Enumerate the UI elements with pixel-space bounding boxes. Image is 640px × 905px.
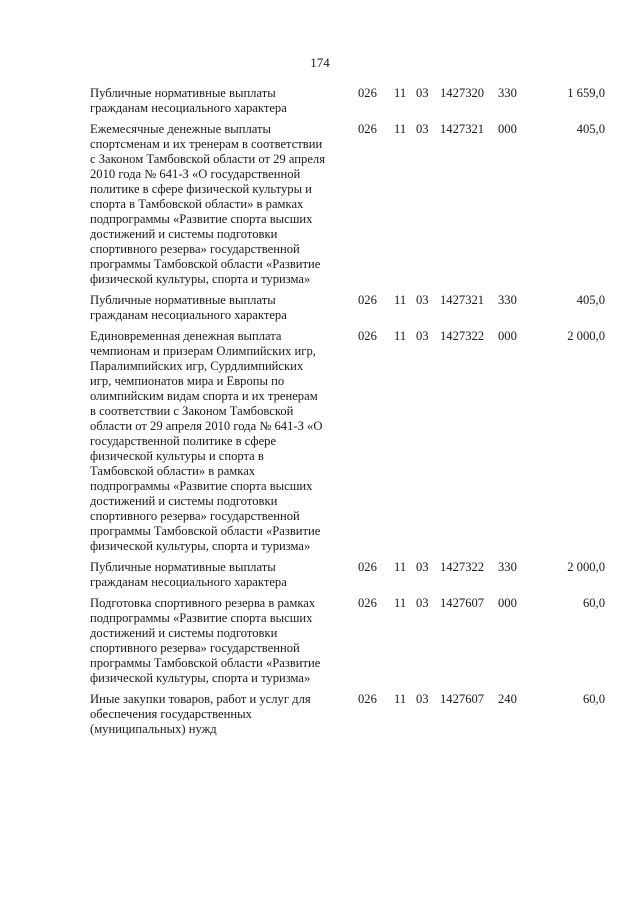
description-line: гражданам несоциального характера <box>90 575 287 589</box>
subsection-code: 03 <box>416 293 429 307</box>
target-article-code: 1427322 <box>440 560 485 574</box>
subsection-code: 03 <box>416 122 429 136</box>
description-line: подпрограммы «Развитие спорта высших <box>90 611 313 625</box>
amount-value: 2 000,0 <box>567 560 605 574</box>
ministry-code: 026 <box>358 293 377 307</box>
table-row <box>90 692 605 737</box>
description-line: Публичные нормативные выплаты <box>90 560 276 574</box>
row-description <box>90 596 358 686</box>
ministry-code: 026 <box>358 596 377 610</box>
ministry-code: 026 <box>358 86 377 100</box>
ministry-code: 026 <box>358 692 377 706</box>
description-line: Тамбовской области» в рамках <box>90 464 256 478</box>
amount-value: 2 000,0 <box>567 329 605 343</box>
description-line: физической культуры и спорта в <box>90 449 264 463</box>
ministry-code: 026 <box>358 329 377 343</box>
target-article-code: 1427320 <box>440 86 485 100</box>
target-article-code: 1427322 <box>440 329 485 343</box>
description-line: (муниципальных) нужд <box>90 722 217 736</box>
table-row <box>90 86 605 116</box>
subsection-code: 03 <box>416 560 429 574</box>
description-line: спортивного резерва» государственной <box>90 242 300 256</box>
row-description <box>90 293 358 323</box>
amount-value: 60,0 <box>582 596 605 610</box>
table-row <box>90 560 605 590</box>
description-line: Паралимпийских игр, Сурдлимпийских <box>90 359 304 373</box>
table-row <box>90 329 605 554</box>
description-line: Ежемесячные денежные выплаты <box>90 122 271 136</box>
description-line: программы Тамбовской области «Развитие <box>90 257 321 271</box>
subsection-code: 03 <box>416 329 429 343</box>
description-line: политике в сфере физической культуры и <box>90 182 312 196</box>
description-line: Публичные нормативные выплаты <box>90 293 276 307</box>
row-description <box>90 122 358 287</box>
description-line: достижений и системы подготовки <box>90 227 278 241</box>
expense-type-code: 330 <box>498 560 517 574</box>
description-line: области от 29 апреля 2010 года № 641-З «О <box>90 419 323 433</box>
description-line: олимпийским видам спорта и их тренерам <box>90 389 318 403</box>
expense-type-code: 000 <box>498 329 517 343</box>
row-description <box>90 329 358 554</box>
subsection-code: 03 <box>416 86 429 100</box>
description-line: игр, чемпионатов мира и Европы по <box>90 374 285 388</box>
description-line: гражданам несоциального характера <box>90 308 287 322</box>
page-number: 174 <box>310 55 330 70</box>
description-line: спортивного резерва» государственной <box>90 509 300 523</box>
description-line: обеспечения государственных <box>90 707 252 721</box>
description-line: спорта в Тамбовской области» в рамках <box>90 197 304 211</box>
row-description <box>90 86 358 116</box>
description-line: подпрограммы «Развитие спорта высших <box>90 212 313 226</box>
section-code: 11 <box>394 692 407 706</box>
expense-type-code: 000 <box>498 596 517 610</box>
expense-type-code: 330 <box>498 293 517 307</box>
description-line: подпрограммы «Развитие спорта высших <box>90 479 313 493</box>
description-line: достижений и системы подготовки <box>90 494 278 508</box>
section-code: 11 <box>394 560 407 574</box>
amount-value: 1 659,0 <box>567 86 605 100</box>
section-code: 11 <box>394 596 407 610</box>
description-line: государственной политике в сфере <box>90 434 277 448</box>
ministry-code: 026 <box>358 560 377 574</box>
description-line: физической культуры, спорта и туризма» <box>90 671 311 685</box>
description-line: в соответствии с Законом Тамбовской <box>90 404 294 418</box>
expense-type-code: 240 <box>498 692 517 706</box>
description-line: чемпионам и призерам Олимпийских игр, <box>90 344 316 358</box>
description-line: Иные закупки товаров, работ и услуг для <box>90 692 311 706</box>
description-line: Публичные нормативные выплаты <box>90 86 276 100</box>
amount-value: 60,0 <box>582 692 605 706</box>
section-code: 11 <box>394 293 407 307</box>
section-code: 11 <box>394 329 407 343</box>
row-description <box>90 692 358 737</box>
description-line: физической культуры, спорта и туризма» <box>90 272 311 286</box>
ministry-code: 026 <box>358 122 377 136</box>
target-article-code: 1427607 <box>440 692 485 706</box>
description-line: спортсменам и их тренерам в соответствии <box>90 137 323 151</box>
description-line: программы Тамбовской области «Развитие <box>90 524 321 538</box>
section-code: 11 <box>394 86 407 100</box>
description-line: спортивного резерва» государственной <box>90 641 300 655</box>
description-line: Подготовка спортивного резерва в рамках <box>90 596 316 610</box>
description-line: с Законом Тамбовской области от 29 апреля <box>90 152 325 166</box>
table-row <box>90 122 605 287</box>
description-line: Единовременная денежная выплата <box>90 329 282 343</box>
subsection-code: 03 <box>416 596 429 610</box>
budget-table <box>90 86 605 743</box>
amount-value: 405,0 <box>576 293 605 307</box>
description-line: программы Тамбовской области «Развитие <box>90 656 321 670</box>
row-description <box>90 560 358 590</box>
description-line: физической культуры, спорта и туризма» <box>90 539 311 553</box>
description-line: 2010 года № 641-З «О государственной <box>90 167 301 181</box>
subsection-code: 03 <box>416 692 429 706</box>
section-code: 11 <box>394 122 407 136</box>
amount-value: 405,0 <box>576 122 605 136</box>
description-line: достижений и системы подготовки <box>90 626 278 640</box>
table-row <box>90 596 605 686</box>
target-article-code: 1427321 <box>440 293 485 307</box>
target-article-code: 1427321 <box>440 122 485 136</box>
table-row <box>90 293 605 323</box>
expense-type-code: 330 <box>498 86 517 100</box>
expense-type-code: 000 <box>498 122 517 136</box>
target-article-code: 1427607 <box>440 596 485 610</box>
description-line: гражданам несоциального характера <box>90 101 287 115</box>
